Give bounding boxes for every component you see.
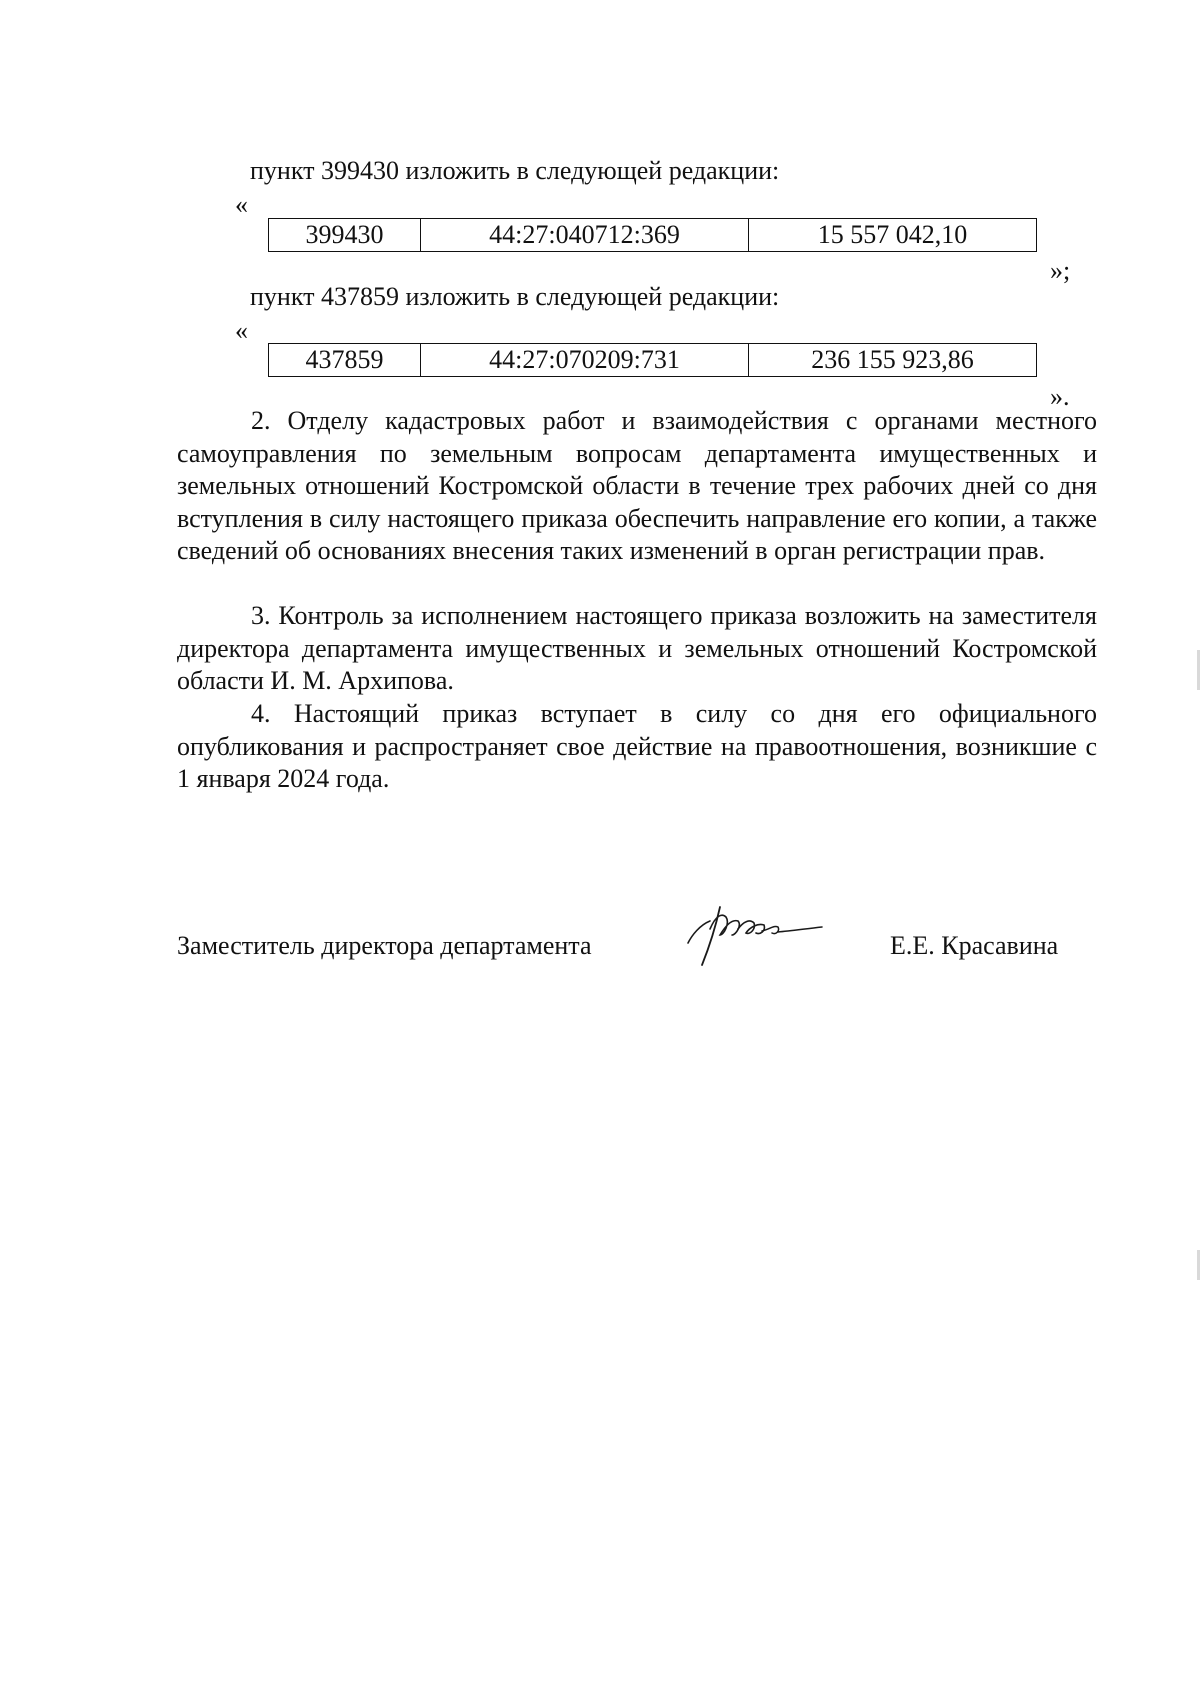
- table-cell-item-number: 437859: [269, 344, 421, 377]
- amendment-1-open-quote: «: [235, 190, 248, 219]
- paragraph-3: [177, 600, 1097, 698]
- handwritten-signature: [680, 895, 830, 975]
- table-cell-item-number: 399430: [269, 219, 421, 252]
- table-cell-cadastral-number: 44:27:040712:369: [421, 219, 749, 252]
- amendment-1-table: [268, 218, 1037, 252]
- paragraph-3-text: 3. Контроль за исполнением настоящего приказа возложить на заместителя директора департамента имущественных и земельных отношений Костромской области И. М. Архипова.: [177, 601, 1097, 695]
- table-row: [269, 219, 1037, 252]
- amendment-2-intro: пункт 437859 изложить в следующей редакции:: [250, 282, 780, 311]
- amendment-2-close-quote: ».: [1050, 382, 1070, 411]
- paragraph-2-text: 2. Отделу кадастровых работ и взаимодействия с органами местного самоуправления по земельным вопросам департамента имущественных и земельных отношений Костромской области в течение трех рабочих дней со дня вступления в силу настоящего приказа обеспечить направление его копии, а также сведений об основаниях внесения таких изменений в орган регистрации прав.: [177, 406, 1097, 565]
- table-cell-cadastral-value: 236 155 923,86: [749, 344, 1037, 377]
- amendment-1-close-quote: »;: [1050, 256, 1071, 285]
- table-cell-cadastral-number: 44:27:070209:731: [421, 344, 749, 377]
- signatory-name: Е.Е. Красавина: [890, 931, 1059, 960]
- amendment-1-intro: пункт 399430 изложить в следующей редакции:: [250, 156, 780, 185]
- signatory-position: Заместитель директора департамента: [177, 931, 592, 960]
- paragraph-4-text: 4. Настоящий приказ вступает в силу со дня его официального опубликования и распространяет свое действие на правоотношения, возникшие с 1 января 2024 года.: [177, 699, 1097, 793]
- amendment-2-table: [268, 343, 1037, 377]
- paragraph-2: [177, 405, 1097, 568]
- amendment-2-open-quote: «: [235, 316, 248, 345]
- table-cell-cadastral-value: 15 557 042,10: [749, 219, 1037, 252]
- table-row: [269, 344, 1037, 377]
- paragraph-4: [177, 698, 1097, 796]
